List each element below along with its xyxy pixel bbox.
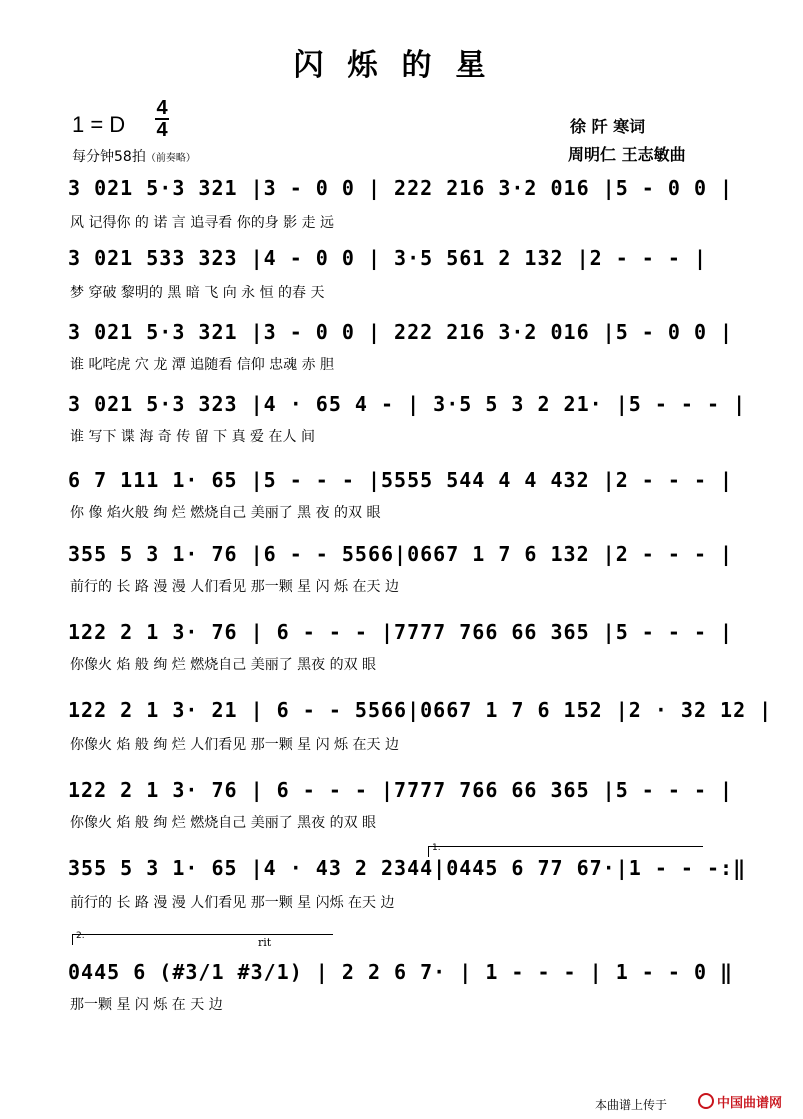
score-line-6-notes: 355 5 3 1· 76 |6 - - 5566|0667 1 7 6 132 |2 - - - | bbox=[68, 542, 734, 566]
score-line-10-notes: 355 5 3 1· 65 |4 · 43 2 2344|0445 6 77 67·|1 - - -:‖ bbox=[68, 856, 747, 880]
volta-bracket-2 bbox=[72, 931, 333, 945]
song-title: 闪烁的星 bbox=[293, 48, 510, 83]
lyricist-credit: 徐 阡 寒词 bbox=[570, 117, 646, 136]
score-line-9-notes: 122 2 1 3· 76 | 6 - - - |7777 766 66 365 |5 - - - | bbox=[68, 778, 734, 802]
time-signature bbox=[154, 98, 170, 140]
time-signature-bottom: 4 bbox=[156, 119, 168, 141]
score-line-2-notes: 3 021 533 323 |4 - 0 0 | 3·5 561 2 132 |2 - - - | bbox=[68, 246, 708, 270]
score-line-6-lyrics: 前行的 长 路 漫 漫 人们看见 那一颗 星 闪 烁 在天 边 bbox=[70, 579, 399, 595]
score-line-7-lyrics: 你像火 焰 般 绚 烂 燃烧自己 美丽了 黑夜 的双 眼 bbox=[70, 657, 377, 673]
volta-1-label: 1. bbox=[432, 843, 441, 853]
key-signature: 1 = D bbox=[72, 112, 126, 137]
score-line-4-lyrics: 谁 写下 谍 海 奇 传 留 下 真 爱 在人 间 bbox=[70, 429, 315, 445]
logo-icon bbox=[698, 1093, 714, 1109]
score-line-1-lyrics: 风 记得你 的 诺 言 追寻看 你的身 影 走 远 bbox=[70, 215, 335, 231]
tempo-note: （前奏略） bbox=[145, 153, 196, 164]
score-line-11-notes: 0445 6 (#3/1 #3/1) | 2 2 6 7· | 1 - - - | 1 - - 0 ‖ bbox=[68, 960, 734, 984]
composer-credit: 周明仁 王志敏曲 bbox=[568, 145, 686, 164]
score-line-3-lyrics: 谁 叱咤虎 穴 龙 潭 追随看 信仰 忠魂 赤 胆 bbox=[70, 357, 335, 373]
score-line-1-notes: 3 021 5·3 321 |3 - 0 0 | 222 216 3·2 016 |5 - 0 0 | bbox=[68, 176, 734, 200]
score-line-9-lyrics: 你像火 焰 般 绚 烂 燃烧自己 美丽了 黑夜 的双 眼 bbox=[70, 815, 377, 831]
site-logo-text: 中国曲谱网 bbox=[717, 1096, 783, 1111]
tempo-marking bbox=[72, 146, 196, 166]
time-signature-top: 4 bbox=[156, 97, 168, 119]
score-line-2-lyrics: 梦 穿破 黎明的 黑 暗 飞 向 永 恒 的春 天 bbox=[70, 285, 325, 301]
rit-marking: rit bbox=[258, 936, 272, 949]
tempo-text: 每分钟58拍 bbox=[72, 149, 146, 165]
score-line-3-notes: 3 021 5·3 321 |3 - 0 0 | 222 216 3·2 016 |5 - 0 0 | bbox=[68, 320, 734, 344]
score-line-7-notes: 122 2 1 3· 76 | 6 - - - |7777 766 66 365 |5 - - - | bbox=[68, 620, 734, 644]
score-line-8-notes: 122 2 1 3· 21 | 6 - - 5566|0667 1 7 6 152 |2 · 32 12 | bbox=[68, 698, 773, 722]
score-line-5-lyrics: 你 像 焰火般 绚 烂 燃烧自己 美丽了 黑 夜 的双 眼 bbox=[70, 505, 381, 521]
upload-caption: 本曲谱上传于 bbox=[595, 1098, 668, 1112]
site-logo[interactable] bbox=[698, 1092, 782, 1111]
volta-2-label: 2. bbox=[76, 931, 85, 941]
score-line-4-notes: 3 021 5·3 323 |4 · 65 4 - | 3·5 5 3 2 21· |5 - - - | bbox=[68, 392, 747, 416]
score-line-10-lyrics: 前行的 长 路 漫 漫 人们看见 那一颗 星 闪烁 在天 边 bbox=[70, 895, 395, 911]
score-line-11-lyrics: 那一颗 星 闪 烁 在 天 边 bbox=[70, 997, 223, 1013]
score-line-8-lyrics: 你像火 焰 般 绚 烂 人们看见 那一颗 星 闪 烁 在天 边 bbox=[70, 737, 399, 753]
score-line-5-notes: 6 7 111 1· 65 |5 - - - |5555 544 4 4 432 |2 - - - | bbox=[68, 468, 734, 492]
